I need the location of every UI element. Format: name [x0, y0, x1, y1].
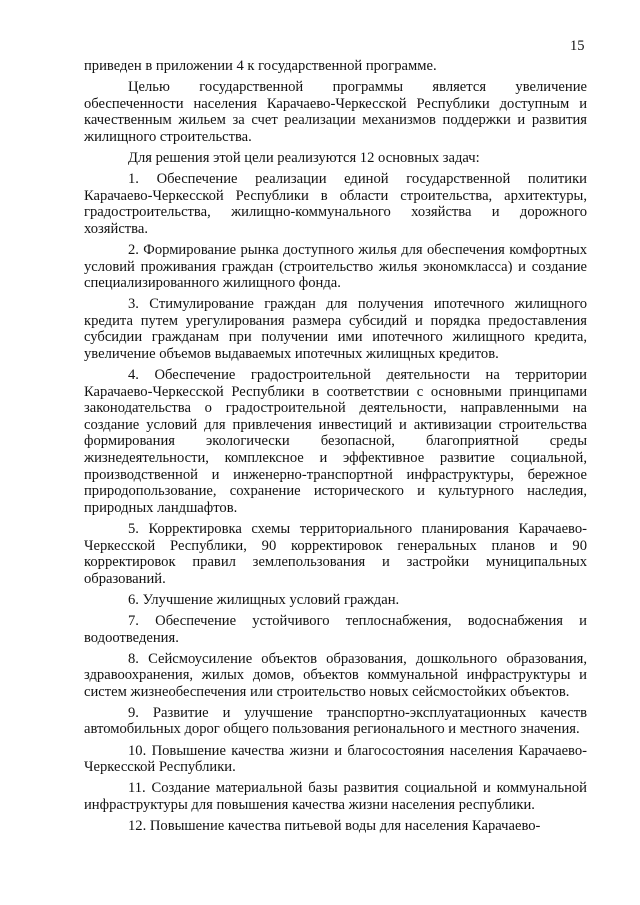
paragraph-intro-continuation: приведен в приложении 4 к государственной программе. [84, 58, 437, 74]
task-item-1: 1. Обеспечение реализации единой государственной политики Карачаево-Черкесской Республики в области строительства, архитектуры, градостроительства, жилищно-коммунального хозяйства и дорожного хозяйства. [84, 171, 587, 237]
task-item-11: 11. Создание материальной базы развития социальной и коммунальной инфраструктуры для повышения качества жизни населения республики. [84, 780, 587, 813]
task-item-6: 6. Улучшение жилищных условий граждан. [128, 591, 400, 608]
page-number: 15 [570, 38, 585, 54]
task-item-9: 9. Развитие и улучшение транспортно-эксплуатационных качеств автомобильных дорог общего пользования регионального и местного значения. [84, 704, 587, 738]
document-body [84, 58, 587, 839]
task-item-3: 3. Стимулирование граждан для получения ипотечного жилищного кредита путем урегулирования размера субсидий и порядка предоставления субсидии гражданам при получении ими ипотечного жилищного кредита, увеличение объемов выдаваемых ипотечных жилищных кредитов. [84, 296, 587, 362]
paragraph-program-goal: Целью государственной программы является увеличение обеспеченности населения Карачаево-Черкесской Республики доступным и качественным жильем за счет реализации механизмов поддержки и развития жилищного строительства. [84, 79, 587, 145]
task-item-8: 8. Сейсмоусиление объектов образования, дошкольного образования, здравоохранения, жилых домов, объектов коммунальной инфраструктуры и систем жизнеобеспечения или строительство новых сейсмостойких объектов. [84, 650, 587, 700]
paragraph-tasks-heading: Для решения этой цели реализуются 12 основных задач: [128, 149, 480, 166]
task-item-2: 2. Формирование рынка доступного жилья для обеспечения комфортных условий проживания граждан (строительство жилья экономкласса) и создание специализированного жилищного фонда. [84, 241, 587, 292]
task-item-4: 4. Обеспечение градостроительной деятельности на территории Карачаево-Черкесской Республики в соответствии с основными принципами законодательства о градостроительной деятельности, направленными на создание условий для привлечения инвестиций и активизации строительства формирования экологически безопасной, благоприятной среды жизнедеятельности, комплексное и эффективное развитие социальной, производственной и инженерно-транспортной инфраструктуры, бережное природопользование, сохранение исторического и культурного наследия, природных ландшафтов. [84, 367, 587, 516]
task-item-7: 7. Обеспечение устойчивого теплоснабжения, водоснабжения и водоотведения. [84, 612, 587, 646]
task-item-10: 10. Повышение качества жизни и благосостояния населения Карачаево-Черкесской Республики. [84, 742, 587, 776]
task-item-5: 5. Корректировка схемы территориального планирования Карачаево-Черкесской Республики, 90 корректировок генеральных планов и 90 корректировок правил землепользования и застройки муниципальных образований. [84, 520, 587, 587]
task-item-12: 12. Повышение качества питьевой воды для населения Карачаево- [128, 817, 541, 834]
